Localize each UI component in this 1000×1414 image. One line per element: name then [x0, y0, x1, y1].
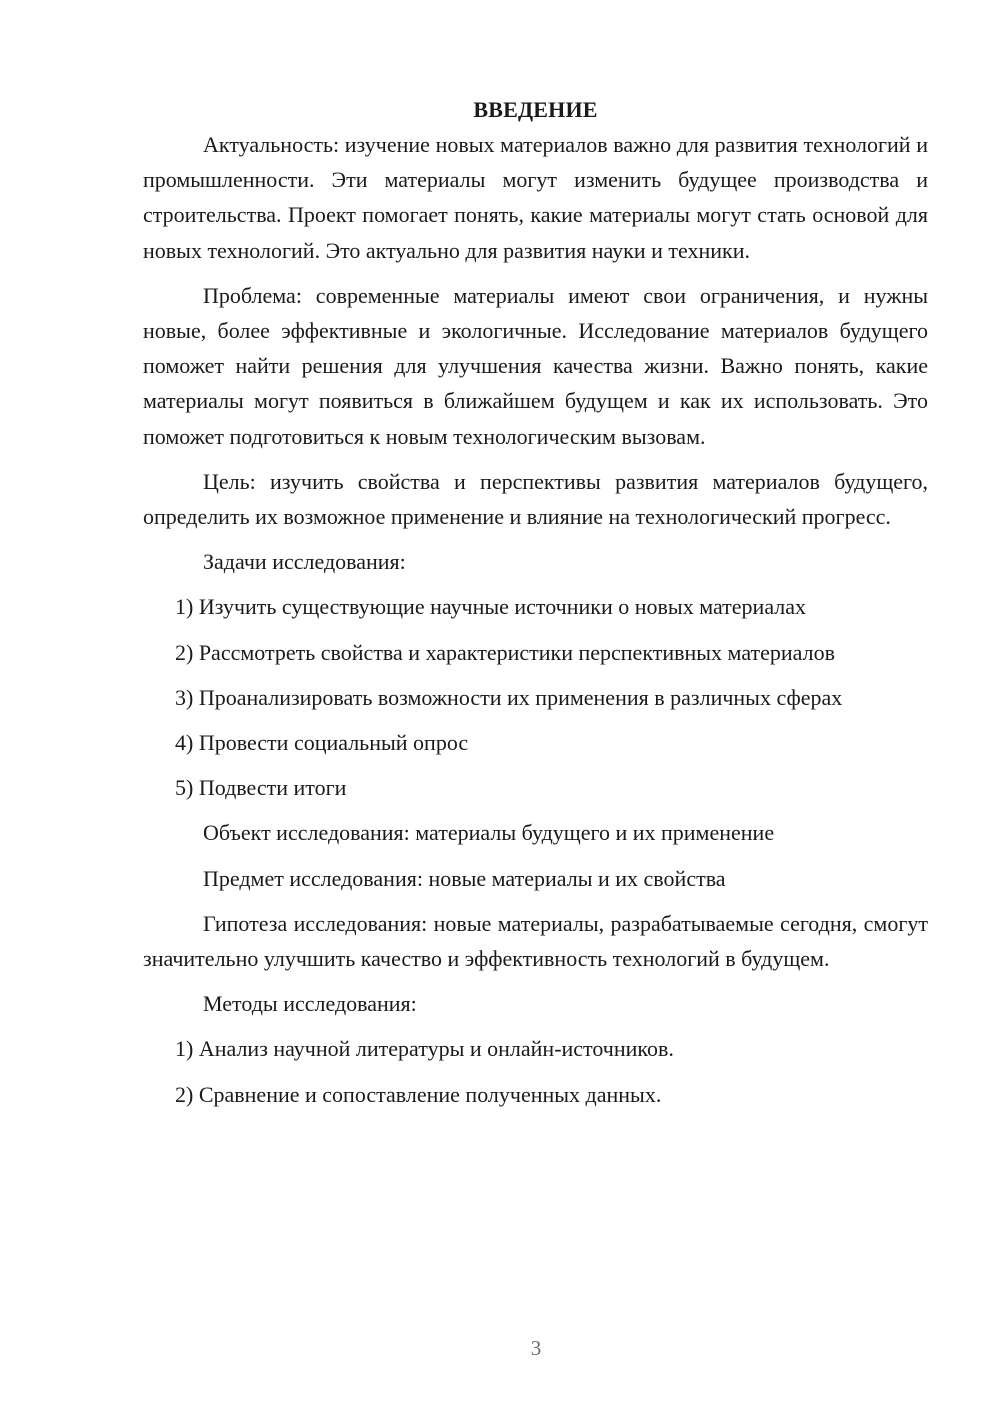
- methods-heading: Методы исследования:: [203, 991, 417, 1017]
- task-item-5: 5) Подвести итоги: [175, 775, 347, 801]
- task-item-2: 2) Рассмотреть свойства и характеристики перспективных материалов: [175, 639, 835, 665]
- task-item-3: 3) Проанализировать возможности их применения в различных сферах: [175, 684, 843, 710]
- task-item-4: 4) Провести социальный опрос: [175, 730, 469, 756]
- hypothesis-paragraph: Гипотеза исследования: новые материалы, разрабатываемые сегодня, смогут значительно улучшить качество и эффективность технологий в будущем.: [143, 910, 928, 972]
- page-content: [143, 92, 928, 1112]
- research-object: Объект исследования: материалы будущего и их применение: [203, 820, 775, 846]
- section-title: ВВЕДЕНИЕ: [473, 97, 598, 122]
- goal-paragraph: Цель: изучить свойства и перспективы развития материалов будущего, определить их возможное применение и влияние на технологический прогресс.: [143, 468, 928, 530]
- task-item-1: 1) Изучить существующие научные источники о новых материалах: [175, 594, 807, 620]
- method-item-1: 1) Анализ научной литературы и онлайн-источников.: [175, 1036, 674, 1062]
- page-number: 3: [530, 1336, 542, 1360]
- research-subject: Предмет исследования: новые материалы и их свойства: [203, 865, 726, 891]
- problem-paragraph: Проблема: современные материалы имеют свои ограничения, и нужны новые, более эффективные и экологичные. Исследование материалов будущего поможет найти решения для улучшения качества жизни. Важно понять, какие материалы могут появиться в ближайшем будущем и как их использовать. Это поможет подготовиться к новым технологическим вызовам.: [143, 282, 928, 449]
- relevance-paragraph: Актуальность: изучение новых материалов важно для развития технологий и промышленности. Эти материалы могут изменить будущее производства и строительства. Проект помогает понять, какие материалы могут стать основой для новых технологий. Это актуально для развития науки и техники.: [143, 132, 928, 263]
- method-item-2: 2) Сравнение и сопоставление полученных данных.: [175, 1081, 662, 1107]
- tasks-heading: Задачи исследования:: [203, 549, 406, 575]
